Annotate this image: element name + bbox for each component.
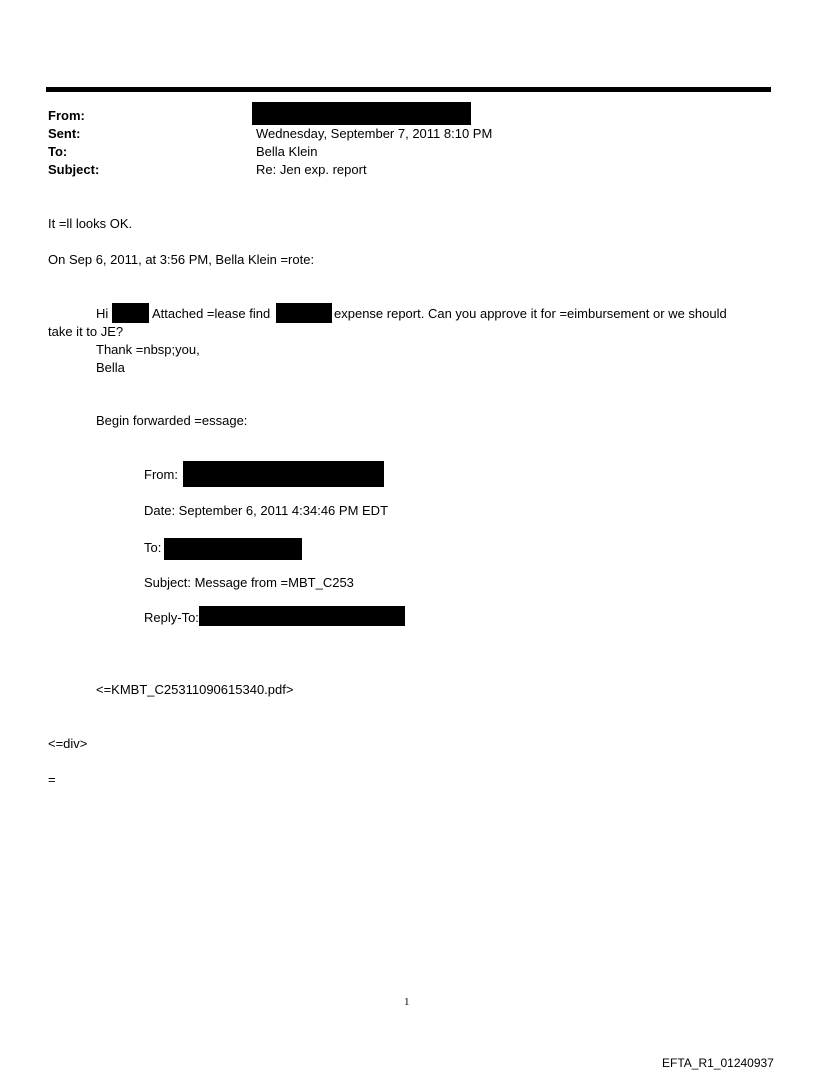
document-id-footer: EFTA_R1_01240937 [662, 1056, 774, 1070]
redacted-person-box [276, 303, 332, 323]
sent-label: Sent: [48, 126, 81, 141]
sent-value: Wednesday, September 7, 2011 8:10 PM [256, 126, 493, 141]
fwd-reply-to-label: Reply-To: [144, 610, 199, 625]
fwd-date: Date: September 6, 2011 4:34:46 PM EDT [144, 503, 389, 518]
div-tag-text: <=div> [48, 736, 88, 751]
redacted-reply-to-box [199, 606, 405, 626]
redacted-sender-box [252, 102, 471, 125]
page-number: 1 [404, 996, 410, 1008]
to-value: Bella Klein [256, 144, 318, 159]
fwd-subject: Subject: Message from =MBT_C253 [144, 575, 354, 590]
subject-value: Re: Jen exp. report [256, 162, 367, 177]
fwd-from-label: From: [144, 467, 178, 482]
redacted-name-box [112, 303, 149, 323]
take-it-text: take it to JE? [48, 324, 124, 339]
subject-label: Subject: [48, 162, 100, 177]
forwarded-heading: Begin forwarded =essage: [96, 413, 248, 428]
greeting-hi: Hi [96, 306, 109, 321]
fwd-to-label: To: [144, 540, 162, 555]
quote-intro: On Sep 6, 2011, at 3:56 PM, Bella Klein =rote: [48, 252, 315, 267]
attachment-name: <=KMBT_C25311090615340.pdf> [96, 682, 294, 697]
expense-text: expense report. Can you approve it for =eimbursement or we should [334, 306, 727, 321]
to-label: To: [48, 144, 68, 159]
attached-text: Attached =lease find [152, 306, 271, 321]
from-label: From: [48, 108, 85, 123]
redacted-fwd-from-box [183, 461, 384, 487]
signature: Bella [96, 360, 125, 375]
redacted-fwd-to-box [164, 538, 302, 560]
header-rule [46, 87, 771, 92]
reply-line: It =ll looks OK. [48, 216, 133, 231]
equals-text: = [48, 772, 56, 787]
thanks-text: Thank =nbsp;you, [96, 342, 200, 357]
